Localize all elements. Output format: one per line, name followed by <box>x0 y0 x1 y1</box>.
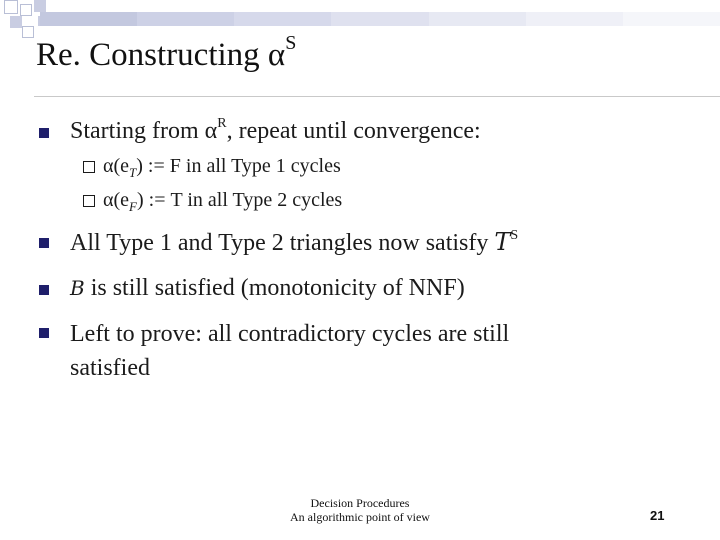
deco-bar-segment <box>526 12 624 26</box>
title-divider <box>34 96 720 97</box>
deco-bar-segment <box>234 12 332 26</box>
deco-bar-segment <box>429 12 527 26</box>
bullet-marker <box>39 238 49 248</box>
deco-square <box>20 4 32 16</box>
deco-square <box>34 0 46 12</box>
bullet-text: All Type 1 and Type 2 triangles now satisfy $T^S$ <box>70 228 519 256</box>
bullet-marker <box>39 128 49 138</box>
bullet-marker <box>39 328 49 338</box>
bullet-text: Starting from $\alpha^R$, repeat until convergence: <box>70 116 481 144</box>
sub-bullet-text: $\alpha(e_F)$ := T in all Type 2 cycles <box>103 189 343 214</box>
decorative-header <box>0 0 720 40</box>
page-number: 21 <box>650 508 665 523</box>
footer-line-1: Decision Procedures <box>310 496 410 510</box>
bullet-marker <box>39 285 49 295</box>
deco-square <box>10 16 22 28</box>
page-title: Re. Constructing $\alpha^S$ <box>36 32 297 73</box>
deco-bar-segment <box>623 12 720 26</box>
footer <box>262 496 458 524</box>
deco-bar-segment <box>331 12 429 26</box>
deco-bar <box>40 12 720 26</box>
deco-bar-segment <box>137 12 235 26</box>
bullet-text: B is still satisfied (monotonicity of NNF) <box>70 275 465 301</box>
sub-bullet-text: $\alpha(e_T)$ := F in all Type 1 cycles <box>103 155 341 180</box>
deco-bar-segment <box>40 12 138 26</box>
bullet-text: Left to prove: all contradictory cycles are still satisfied <box>70 321 510 381</box>
deco-square <box>4 0 18 14</box>
deco-square <box>22 26 34 38</box>
footer-line-2: An algorithmic point of view <box>290 510 430 524</box>
